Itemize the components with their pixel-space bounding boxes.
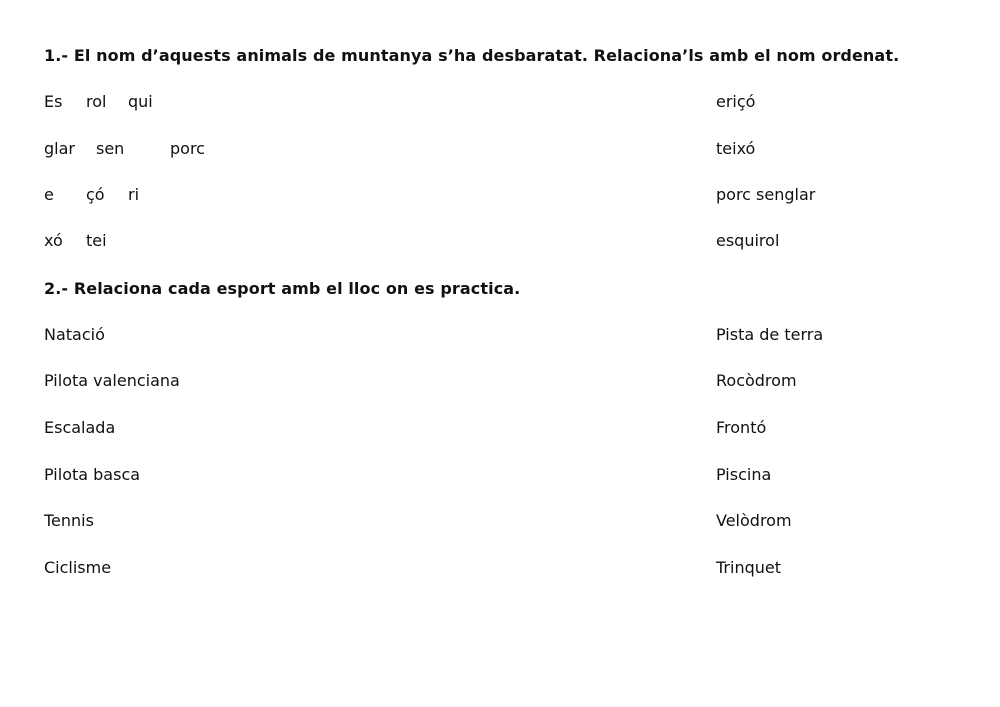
scrambled-fragment[interactable]: rol	[86, 92, 107, 111]
scrambled-fragment[interactable]: qui	[128, 92, 153, 111]
scrambled-fragment[interactable]: Es	[44, 92, 63, 111]
sport-name[interactable]: Pilota basca	[44, 465, 141, 484]
exercise-1-heading: 1.- El nom d’aquests animals de muntanya s’ha desbaratat. Relaciona’ls amb el nom ordenat.	[44, 46, 900, 65]
scrambled-fragment[interactable]: porc	[170, 139, 205, 158]
place-name[interactable]: Frontó	[716, 418, 767, 437]
exercise-2-row	[44, 511, 980, 533]
exercise-1-row	[44, 231, 980, 253]
exercise-2-row	[44, 465, 980, 487]
exercise-1-row	[44, 92, 980, 114]
scrambled-fragment[interactable]: xó	[44, 231, 63, 250]
place-name[interactable]: Pista de terra	[716, 325, 824, 344]
place-name[interactable]: Velòdrom	[716, 511, 792, 530]
scrambled-fragment[interactable]: glar	[44, 139, 75, 158]
scrambled-fragment[interactable]: ri	[128, 185, 140, 204]
place-name[interactable]: Rocòdrom	[716, 371, 797, 390]
exercise-2-row	[44, 371, 980, 393]
scrambled-fragment[interactable]: tei	[86, 231, 107, 250]
place-name[interactable]: Trinquet	[716, 558, 781, 577]
sport-name[interactable]: Natació	[44, 325, 105, 344]
exercise-2-row	[44, 558, 980, 580]
answer-word[interactable]: eriçó	[716, 92, 756, 111]
sport-name[interactable]: Tennis	[44, 511, 94, 530]
scrambled-fragment[interactable]: e	[44, 185, 54, 204]
answer-word[interactable]: porc senglar	[716, 185, 816, 204]
exercise-2-row	[44, 325, 980, 347]
exercise-2-row	[44, 418, 980, 440]
place-name[interactable]: Piscina	[716, 465, 772, 484]
scrambled-fragment[interactable]: sen	[96, 139, 125, 158]
sport-name[interactable]: Escalada	[44, 418, 116, 437]
answer-word[interactable]: teixó	[716, 139, 756, 158]
sport-name[interactable]: Pilota valenciana	[44, 371, 180, 390]
exercise-1-row	[44, 139, 980, 161]
exercise-2-heading: 2.- Relaciona cada esport amb el lloc on es practica.	[44, 279, 521, 298]
answer-word[interactable]: esquirol	[716, 231, 780, 250]
scrambled-fragment[interactable]: çó	[86, 185, 105, 204]
exercise-1-row	[44, 185, 980, 207]
sport-name[interactable]: Ciclisme	[44, 558, 112, 577]
